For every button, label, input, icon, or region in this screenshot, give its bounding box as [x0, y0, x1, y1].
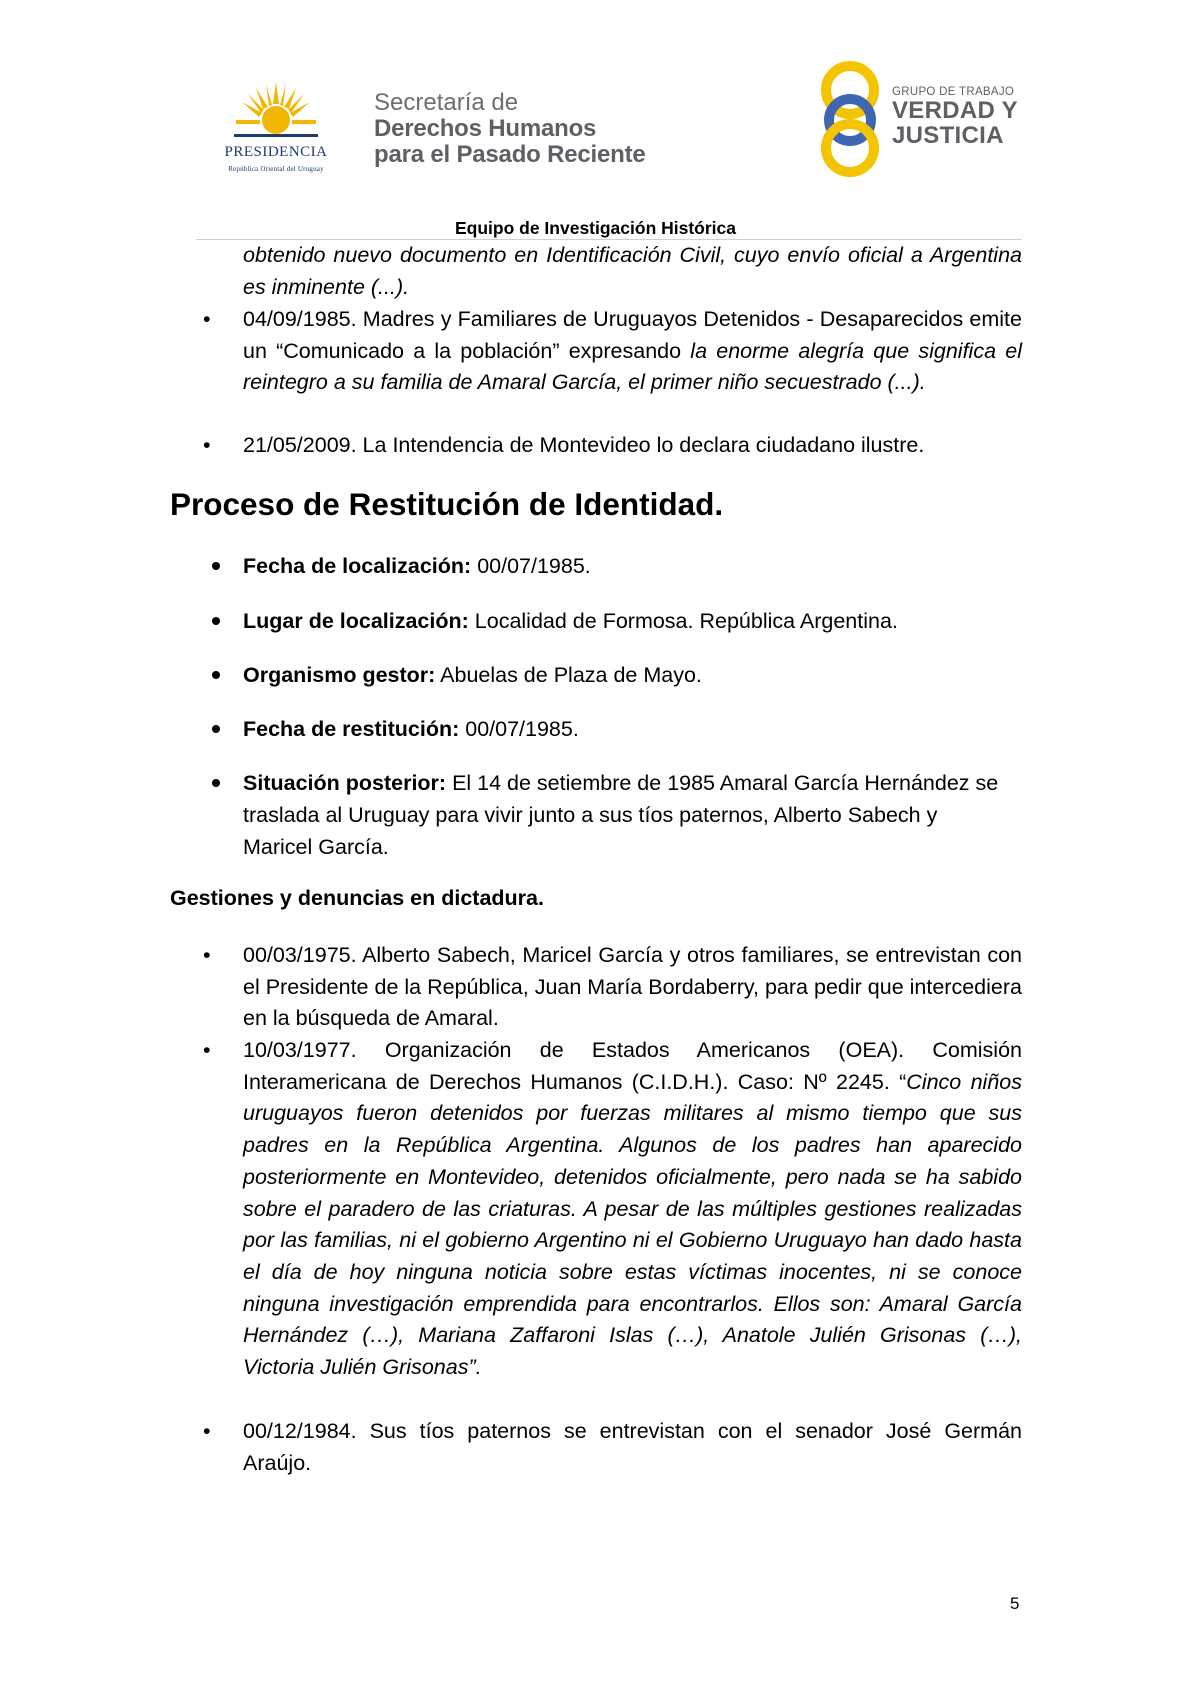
- restitution-item: [243, 767, 1003, 863]
- secretaria-line-3: para el Pasado Reciente: [374, 141, 646, 168]
- justicia-label: JUSTICIA: [892, 122, 1004, 149]
- bullet-marker: •: [203, 307, 211, 331]
- bullet-marker: •: [203, 1038, 211, 1062]
- restitution-item: [243, 713, 1022, 745]
- verdad-justicia-text: [892, 86, 1018, 148]
- item-label: Lugar de localización:: [243, 609, 469, 633]
- header-title: Equipo de Investigación Histórica: [454, 218, 737, 238]
- item-quote: Cinco niños uruguayos fueron detenidos por fuerzas militares al mismo tiempo que sus padres en la República Argentina. Algunos de los padres han aparecido posteriormente en Montevideo, detenidos oficialmente, pero nada se ha sabido sobre el paradero de las criaturas. A pesar de las múltiples gestiones realizadas por las familias, ni el gobierno Argentino ni el Gobierno Uruguayo han dado hasta el día de hoy ninguna noticia sobre estas víctimas inocentes, ni se conoce ninguna investigación emprendida para encontrarlos. Ellos son: Amaral García Hernández (…), Mariana Zaffaroni Islas (…), Anatole Julién Grisonas (…), Victoria Julién Grisonas”.: [243, 1069, 1022, 1380]
- presidencia-logo: [196, 80, 356, 180]
- item-value: Abuelas de Plaza de Mayo.: [440, 663, 702, 687]
- item-label: Organismo gestor:: [243, 663, 436, 687]
- item-label: Fecha de restitución:: [243, 717, 460, 741]
- verdad-justicia-rings-icon: [818, 56, 882, 182]
- page-number: 5: [1010, 1594, 1020, 1613]
- item-label: Fecha de localización:: [243, 554, 472, 578]
- item-value: 00/07/1985.: [477, 554, 591, 578]
- list-item: 21/05/2009. La Intendencia de Montevideo lo declara ciudadano ilustre.: [243, 433, 925, 457]
- restitution-item: [243, 550, 1022, 582]
- item-value: 00/07/1985.: [465, 717, 579, 741]
- bullet-marker: [212, 725, 220, 733]
- item-text: 04/09/1985. Madres y Familiares de Uruguayos Detenidos - Desaparecidos emite un “Comunicado a la población” expresando: [243, 307, 1022, 363]
- bullet-marker: [212, 562, 220, 570]
- bullet-marker: •: [203, 433, 211, 457]
- item-quote: la enorme alegría que significa el reintegro a su familia de Amaral García, el primer niño secuestrado (...).: [243, 338, 1022, 395]
- presidencia-name: PRESIDENCIA: [224, 144, 328, 160]
- list-item: [243, 1035, 1022, 1384]
- presidencia-subtitle: República Oriental del Uruguay: [228, 165, 324, 173]
- secretaria-line-1: Secretaría de: [374, 89, 519, 116]
- section-heading: Proceso de Restitución de Identidad.: [170, 486, 724, 522]
- restitution-item: [243, 659, 1022, 691]
- secretaria-line-2: Derechos Humanos: [374, 115, 597, 142]
- bullet-marker: •: [203, 943, 211, 967]
- bullet-marker: •: [203, 1419, 211, 1443]
- list-item: 00/03/1975. Alberto Sabech, Maricel García y otros familiares, se entrevistan con el Presidente de la República, Juan María Bordaberry, para pedir que intercediera en la búsqueda de Amaral.: [243, 943, 1022, 1031]
- list-item: 00/12/1984. Sus tíos paternos se entrevistan con el senador José Germán Araújo.: [243, 1419, 1022, 1475]
- list-item: [243, 304, 1022, 399]
- item-text: 10/03/1977. Organización de Estados Americanos (OEA). Comisión Interamericana de Derechos Humanos (C.I.D.H.). Caso: Nº 2245. “: [243, 1038, 1022, 1094]
- bullet-marker: [212, 617, 220, 625]
- item-value: Localidad de Formosa. República Argentina.: [474, 609, 898, 633]
- restitution-item: [243, 605, 1022, 637]
- bullet-marker: [212, 779, 220, 787]
- item-label: Situación posterior:: [243, 771, 447, 795]
- grupo-trabajo-label: GRUPO DE TRABAJO: [892, 86, 1015, 98]
- bullet-marker: [212, 671, 220, 679]
- subsection-heading: Gestiones y denuncias en dictadura.: [170, 886, 544, 910]
- verdad-y-label: VERDAD Y: [892, 97, 1018, 124]
- secretaria-logo-text: [374, 90, 646, 168]
- sun-icon: [234, 80, 318, 142]
- continued-paragraph: obtenido nuevo documento en Identificación Civil, cuyo envío oficial a Argentina es inminente (...).: [243, 243, 1022, 299]
- item-value: El 14 de setiembre de 1985 Amaral García Hernández se traslada al Uruguay para vivir junto a sus tíos paternos, Alberto Sabech y Maricel García.: [243, 771, 999, 859]
